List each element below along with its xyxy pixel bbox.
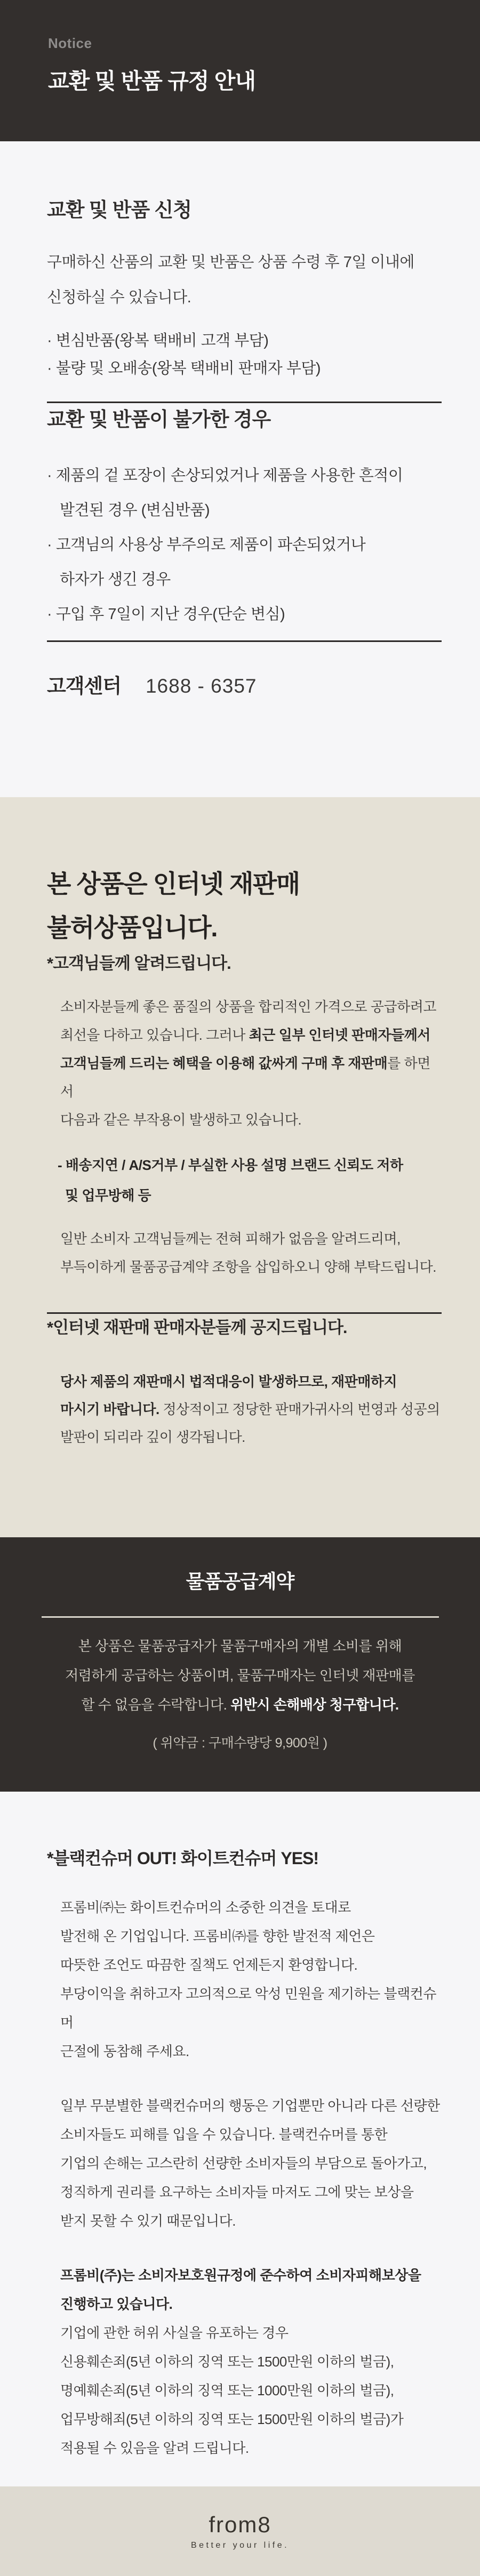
text-line: 신용훼손죄(5년 이하의 징역 또는 1500만원 이하의 벌금), [60, 2354, 394, 2370]
text-line: 발판이 되리라 깊이 생각됩니다. [60, 1429, 245, 1445]
penalty-note: ( 위약금 : 구매수량당 9,900원 ) [153, 1736, 327, 1751]
text-line: 본 상품은 물품공급자가 물품구매자의 개별 소비를 위해 [78, 1638, 402, 1654]
impossible-title: 교환 및 반품이 불가한 경우 [47, 408, 271, 430]
to-customers-title: *고객님들께 알려드립니다. [47, 954, 231, 973]
impossible-bullets [47, 459, 442, 632]
return-policy-section [0, 141, 480, 797]
request-body [47, 245, 442, 315]
text-line: 당사 제품의 재판매시 법적대응이 발생하므로, 재판매하지 [60, 1374, 397, 1390]
supply-contract-body [38, 1632, 442, 1720]
divider-light [42, 1616, 439, 1618]
text-line: 최선을 다하고 있습니다. 그러나 최근 일부 인터넷 판매자들께서 [60, 1027, 430, 1043]
customer-center-phone: 1688 - 6357 [145, 675, 257, 697]
consumer-title: *블랙컨슈머 OUT! 화이트컨슈머 YES! [47, 1849, 319, 1868]
supply-contract-section [0, 1537, 480, 1792]
text-line: 프롬비(주)는 소비자보호원규정에 준수하여 소비자피해보상을 [60, 2267, 421, 2283]
text-line: 정직하게 권리를 요구하는 소비자들 마저도 그에 맞는 보상을 [60, 2184, 414, 2200]
customer-center-label: 고객센터 [47, 675, 121, 697]
text-line: 따뜻한 조언도 따끔한 질책도 언제든지 환영합니다. [60, 1957, 358, 1973]
notice-eyebrow: Notice [48, 35, 92, 51]
text-line: 기업의 손해는 고스란히 선량한 소비자들의 부담으로 돌아가고, [60, 2155, 427, 2171]
to-customers-closing [47, 1225, 442, 1281]
to-customers-body [47, 993, 442, 1134]
text-line: · 고객님의 사용상 부주의로 제품이 파손되었거나 [47, 536, 366, 553]
text-line: 받지 못할 수 있기 때문입니다. [60, 2213, 236, 2229]
consumer-para-1 [47, 1893, 442, 2066]
text-line: 마시기 바랍니다. 정상적이고 정당한 판매가귀사의 번영과 성공의 [60, 1401, 440, 1417]
text-line: · 불량 및 오배송(왕복 택배비 판매자 부담) [47, 360, 321, 377]
text-line: 구매하신 산품의 교환 및 반품은 상품 수령 후 7일 이내에 [47, 254, 414, 271]
resale-headline [47, 797, 442, 950]
customer-center-row [47, 670, 442, 699]
text-line: 고객님들께 드리는 혜택을 이용해 값싸게 구매 후 재판매를 하면서 [60, 1055, 430, 1100]
brand-tagline: Better your life. [190, 2541, 290, 2550]
text-line: 소비자들도 피해를 입을 수 있습니다. 블랙컨슈머를 통한 [60, 2126, 388, 2142]
text-line: 및 업무방해 등 [65, 1187, 151, 1203]
brand-footer [0, 2486, 480, 2576]
text-line: 업무방해죄(5년 이하의 징역 또는 1500만원 이하의 벌금)가 [60, 2411, 404, 2427]
notice-header [0, 0, 480, 141]
consumer-para-2 [47, 2091, 442, 2235]
request-bullets [47, 327, 442, 382]
text-line: 진행하고 있습니다. [60, 2296, 173, 2312]
text-line: 명예훼손죄(5년 이하의 징역 또는 1000만원 이하의 벌금), [60, 2382, 394, 2398]
side-effects-list [47, 1150, 442, 1211]
text-line: · 제품의 겉 포장이 손상되었거나 제품을 사용한 흔적이 [47, 467, 403, 484]
supply-contract-title: 물품공급계약 [186, 1570, 294, 1592]
to-sellers-body [47, 1368, 442, 1451]
text-line: 프롬비㈜는 화이트컨슈머의 소중한 의견을 토대로 [60, 1899, 351, 1915]
text-line: 할 수 없음을 수락합니다. 위반시 손해배상 청구합니다. [81, 1697, 399, 1713]
text-line: 신청하실 수 있습니다. [47, 289, 191, 306]
text-line: 저렴하게 공급하는 상품이며, 물품구매자는 인터넷 재판매를 [65, 1667, 415, 1683]
text-line: - 배송지연 / A/S거부 / 부실한 사용 설명 브랜드 신뢰도 저하 [58, 1157, 403, 1173]
consumer-para-3 [47, 2261, 442, 2462]
text-line: · 변심반품(왕복 택배비 고객 부담) [47, 332, 269, 349]
text-line: 기업에 관한 허위 사실을 유포하는 경우 [60, 2325, 289, 2341]
text-line: 불허상품입니다. [47, 913, 217, 942]
text-line: 본 상품은 인터넷 재판매 [47, 870, 300, 898]
request-title: 교환 및 반품 신청 [47, 199, 192, 221]
text-line: 발전해 온 기업입니다. 프롬비㈜를 향한 발전적 제언은 [60, 1928, 375, 1944]
text-line: 소비자분들께 좋은 품질의 상품을 합리적인 가격으로 공급하려고 [60, 999, 436, 1015]
to-sellers-title: *인터넷 재판매 판매자분들께 공지드립니다. [47, 1318, 347, 1337]
resale-notice-section [0, 797, 480, 1537]
text-line: 하자가 생긴 경우 [60, 571, 171, 588]
text-line: 근절에 동참해 주세요. [60, 2043, 189, 2059]
consumer-notice-section [0, 1792, 480, 2486]
divider [47, 640, 442, 642]
text-line: 일반 소비자 고객님들께는 전혀 피해가 없음을 알려드리며, [60, 1231, 401, 1247]
page-title: 교환 및 반품 규정 안내 [48, 69, 256, 93]
text-line: 부당이익을 취하고자 고의적으로 악성 민원을 제기하는 블랙컨슈머 [60, 1986, 436, 2031]
text-line: · 구입 후 7일이 지난 경우(단순 변심) [47, 606, 285, 623]
text-line: 부득이하게 물품공급계약 조항을 삽입하오니 양해 부탁드립니다. [60, 1259, 436, 1275]
text-line: 적용될 수 있음을 알려 드립니다. [60, 2440, 249, 2456]
text-line: 다음과 같은 부작용이 발생하고 있습니다. [60, 1112, 302, 1128]
text-line: 발견된 경우 (변심반품) [60, 502, 210, 519]
from8-logo: from8 [209, 2512, 271, 2537]
text-line: 일부 무분별한 블랙컨슈머의 행동은 기업뿐만 아니라 다른 선량한 [60, 2098, 440, 2114]
